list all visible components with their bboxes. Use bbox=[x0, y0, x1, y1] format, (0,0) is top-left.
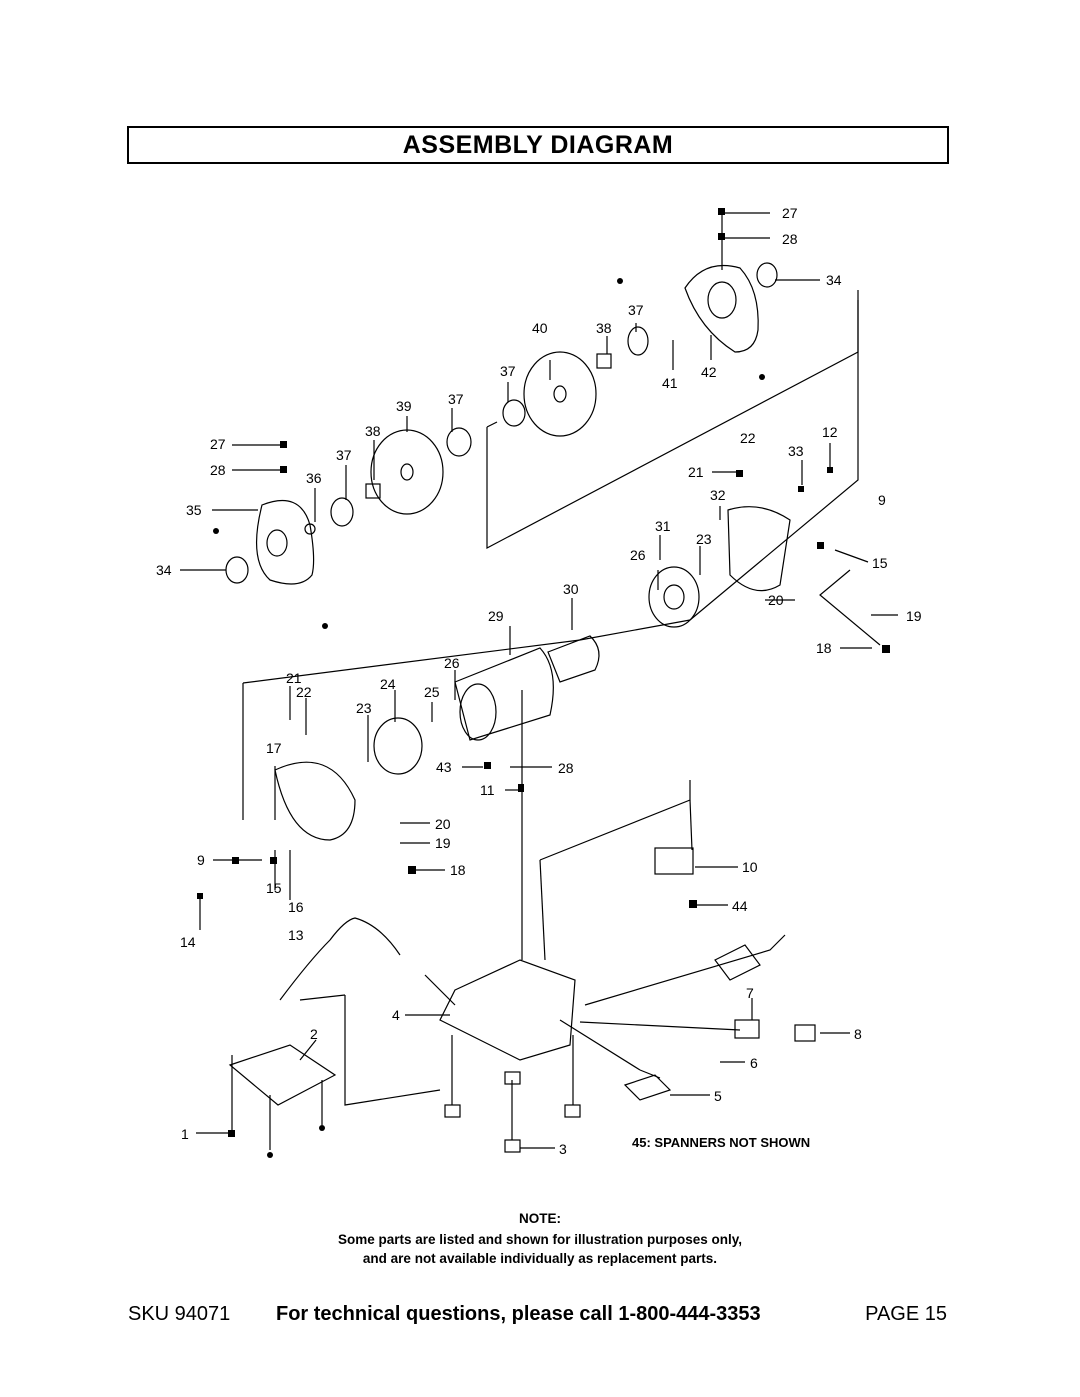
part-label: 28 bbox=[558, 760, 574, 776]
part-label: 10 bbox=[742, 859, 758, 875]
part-label: 31 bbox=[655, 518, 671, 534]
part-label: 5 bbox=[714, 1088, 722, 1104]
part-label: 17 bbox=[266, 740, 282, 756]
note-heading: NOTE: bbox=[519, 1211, 561, 1226]
part-label: 18 bbox=[450, 862, 466, 878]
part-label: 11 bbox=[480, 782, 495, 798]
part-label: 26 bbox=[444, 655, 460, 671]
spanners-note: 45: SPANNERS NOT SHOWN bbox=[632, 1135, 811, 1150]
part-label: 37 bbox=[628, 302, 644, 318]
sku-number: SKU 94071 bbox=[128, 1303, 231, 1325]
part-label: 19 bbox=[906, 608, 922, 624]
part-label: 26 bbox=[630, 547, 646, 563]
part-label: 1 bbox=[181, 1126, 189, 1142]
part-label: 27 bbox=[782, 205, 798, 221]
part-label: 35 bbox=[186, 502, 202, 518]
part-label: 38 bbox=[596, 320, 612, 336]
part-label: 19 bbox=[435, 835, 451, 851]
part-label: 20 bbox=[768, 592, 784, 608]
part-label: 33 bbox=[788, 443, 804, 459]
part-label: 29 bbox=[488, 608, 504, 624]
part-label: 39 bbox=[396, 398, 412, 414]
part-label: 9 bbox=[197, 852, 205, 868]
part-label: 30 bbox=[563, 581, 579, 597]
part-label: 37 bbox=[336, 447, 352, 463]
part-label: 37 bbox=[500, 363, 516, 379]
page-title: ASSEMBLY DIAGRAM bbox=[402, 130, 674, 159]
part-label: 4 bbox=[392, 1007, 400, 1023]
page-number: PAGE 15 bbox=[865, 1303, 947, 1325]
part-label: 25 bbox=[424, 684, 440, 700]
part-label: 21 bbox=[688, 464, 704, 480]
part-label: 34 bbox=[156, 562, 172, 578]
part-label: 23 bbox=[696, 531, 712, 547]
part-label: 43 bbox=[436, 759, 452, 775]
part-label: 28 bbox=[210, 462, 226, 478]
part-label: 7 bbox=[746, 985, 754, 1001]
page-footer bbox=[0, 1303, 1080, 1333]
part-label: 28 bbox=[782, 231, 798, 247]
part-label: 37 bbox=[448, 391, 464, 407]
part-label: 21 bbox=[286, 670, 302, 686]
part-label: 24 bbox=[380, 676, 396, 692]
note-line-1: Some parts are listed and shown for illustration purposes only, bbox=[337, 1232, 743, 1247]
part-label: 15 bbox=[266, 880, 282, 896]
part-label: 2 bbox=[310, 1026, 318, 1042]
part-label: 12 bbox=[822, 424, 838, 440]
part-labels bbox=[156, 205, 922, 1157]
part-label: 6 bbox=[750, 1055, 758, 1071]
part-label: 18 bbox=[816, 640, 832, 656]
part-label: 3 bbox=[559, 1141, 567, 1157]
part-label: 23 bbox=[356, 700, 372, 716]
part-label: 38 bbox=[365, 423, 381, 439]
part-label: 16 bbox=[288, 899, 304, 915]
part-label: 8 bbox=[854, 1026, 862, 1042]
part-label: 9 bbox=[878, 492, 886, 508]
part-label: 13 bbox=[288, 927, 304, 943]
part-label: 20 bbox=[435, 816, 451, 832]
part-label: 34 bbox=[826, 272, 842, 288]
part-label: 32 bbox=[710, 487, 726, 503]
part-label: 27 bbox=[210, 436, 226, 452]
part-label: 22 bbox=[296, 684, 312, 700]
part-label: 14 bbox=[180, 934, 196, 950]
part-label: 15 bbox=[872, 555, 888, 571]
part-label: 40 bbox=[532, 320, 548, 336]
part-label: 41 bbox=[662, 375, 678, 391]
part-label: 22 bbox=[740, 430, 756, 446]
part-label: 36 bbox=[306, 470, 322, 486]
part-label: 44 bbox=[732, 898, 748, 914]
note-line-2: and are not available individually as replacement parts. bbox=[362, 1251, 718, 1266]
technical-support-line: For technical questions, please call 1-800-444-3353 bbox=[276, 1303, 761, 1325]
part-label: 42 bbox=[701, 364, 717, 380]
